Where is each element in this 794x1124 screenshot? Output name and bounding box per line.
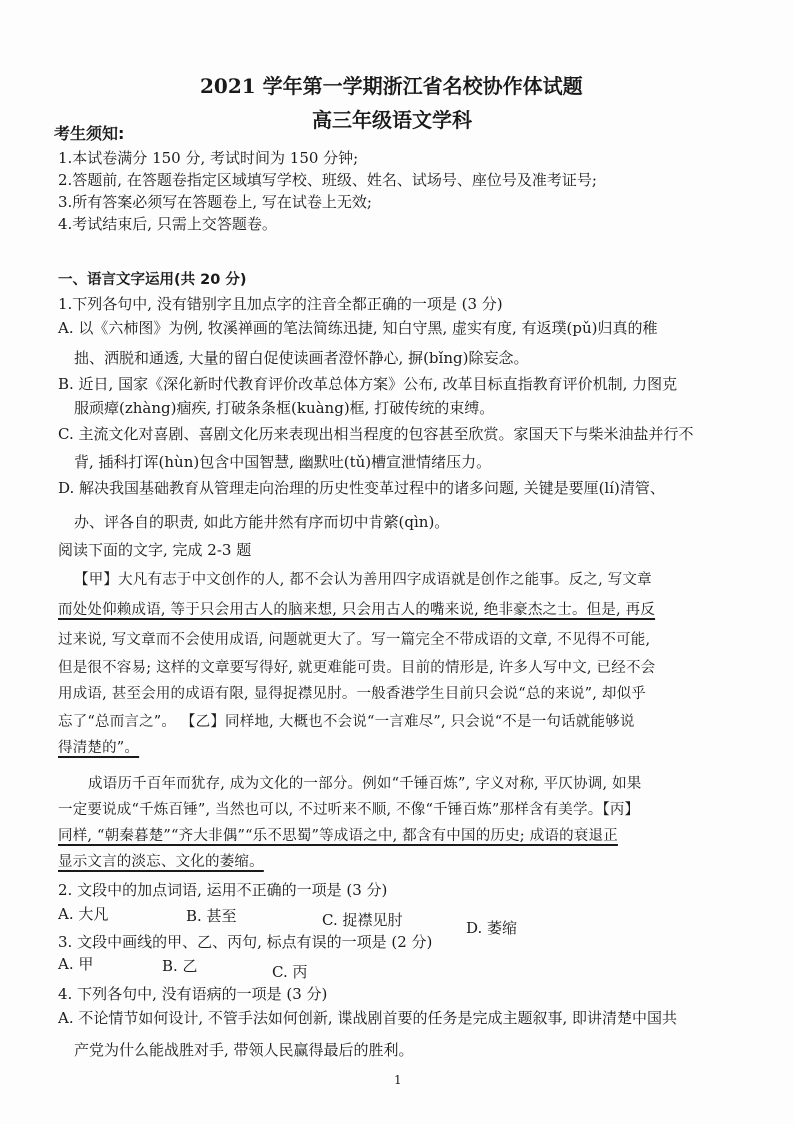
page-number: 1: [394, 1073, 402, 1087]
notice-item: 2.答题前, 在答题卷指定区域填写学校、班级、姓名、试场号、座位号及准考证号;: [58, 171, 597, 189]
question-1-stem: 1.下列各句中, 没有错别字且加点字的注音全都正确的一项是 (3 分): [58, 295, 503, 313]
question-2-stem: 2. 文段中的加点词语, 运用不正确的一项是 (3 分): [58, 881, 388, 899]
q1-option-line: 拙、洒脱和通透, 大量的留白促使读画者澄怀静心, 摒(bǐng)除妄念。: [74, 349, 529, 367]
section-heading: 一、语言文字运用(共 20 分): [58, 272, 247, 288]
passage-paragraph-2: 成语历千百年而犹存, 成为文化的一部分。例如“千锤百炼”, 字义对称, 平仄协调, 如果: [88, 776, 642, 792]
passage-line-bing: 同样, “朝秦暮楚”“齐大非偶”“乐不思蜀”等成语之中, 都含有中国的历史; 成语的衰退正: [58, 828, 618, 844]
passage-line-yi: 忘了“总而言之”。 【乙】同样地, 大概也不会说“一言难尽”, 只会说“不是一句话就能够说: [58, 714, 635, 730]
subject-title: 高三年级语文学科: [312, 108, 472, 132]
q4-option-line: 产党为什么能战胜对手, 带领人民赢得最后的胜利。: [74, 1041, 414, 1059]
q2-option-d: D. 萎缩: [466, 919, 518, 937]
q1-option-line: 背, 插科打诨(hùn)包含中国智慧, 幽默吐(tǔ)槽宣泄情绪压力。: [74, 453, 492, 471]
q1-option-line: D. 解决我国基础教育从管理走向治理的历史性变革过程中的诸多问题, 关键是要厘(lí)清管、: [58, 479, 665, 497]
passage-line-underlined: 得清楚的”。: [58, 740, 140, 756]
q1-option-line: 服顽瘴(zhàng)痼疾, 打破条条框(kuàng)框, 打破传统的束缚。: [74, 399, 495, 417]
passage-line: 用成语, 甚至会用的成语有限, 显得捉襟见肘。一般香港学生目前只会说“总的来说”, 却似乎: [58, 686, 646, 702]
passage-line-underlined: 显示文言的淡忘、文化的萎缩。: [58, 854, 264, 870]
question-4-stem: 4. 下列各句中, 没有语病的一项是 (3 分): [58, 985, 328, 1003]
exam-title: 2021 学年第一学期浙江省名校协作体试题: [200, 74, 583, 98]
reading-instruction: 阅读下面的文字, 完成 2-3 题: [58, 541, 252, 559]
notice-item: 3.所有答案必须写在答题卷上, 写在试卷上无效;: [58, 193, 372, 211]
passage-line: 一定要说成“千炼百锤”, 当然也可以, 不过听来不顺, 不像“千锤百炼”那样含有美学。【丙】: [58, 802, 640, 818]
q2-option-c: C. 捉襟见肘: [322, 911, 403, 929]
q2-option-b: B. 甚至: [186, 907, 237, 925]
q4-option-line: A. 不论情节如何设计, 不管手法如何创新, 谍战剧首要的任务是完成主题叙事, 即讲清楚中国共: [58, 1009, 677, 1027]
passage-line-jia: 【甲】大凡有志于中文创作的人, 都不会认为善用四字成语就是创作之能事。反之, 写文章: [74, 572, 652, 588]
q1-option-line: B. 近日, 国家《深化新时代教育评价改革总体方案》公布, 改革目标直指教育评价机制, 力图克: [58, 375, 678, 393]
question-3-stem: 3. 文段中画线的甲、乙、丙句, 标点有误的一项是 (2 分): [58, 933, 433, 951]
q3-option-c: C. 丙: [272, 963, 308, 981]
notice-item: 4.考试结束后, 只需上交答题卷。: [58, 215, 277, 233]
passage-line-underlined: 而处处仰赖成语, 等于只会用古人的脑来想, 只会用古人的嘴来说, 绝非豪杰之士。但是, 再反: [58, 602, 656, 618]
q2-option-a: A. 大凡: [58, 905, 109, 923]
notice-heading: 考生须知:: [54, 124, 125, 143]
passage-line: 但是很不容易; 这样的文章要写得好, 就更难能可贵。目前的情形是, 许多人写中文, 已经不会: [58, 660, 656, 676]
q3-option-b: B. 乙: [162, 957, 198, 975]
q3-option-a: A. 甲: [58, 955, 94, 973]
q1-option-line: C. 主流文化对喜剧、喜剧文化历来表现出相当程度的包容甚至欣赏。家国天下与柴米油盐并行不: [58, 425, 694, 443]
q1-option-line: 办、评各自的职责, 如此方能井然有序而切中肯綮(qìn)。: [74, 513, 450, 531]
q1-option-line: A. 以《六柿图》为例, 牧溪禅画的笔法简练迅捷, 知白守黑, 虚实有度, 有返璞(pǔ)归真的稚: [58, 319, 658, 337]
notice-item: 1.本试卷满分 150 分, 考试时间为 150 分钟;: [58, 149, 359, 167]
passage-line: 过来说, 写文章而不会使用成语, 问题就更大了。写一篇完全不带成语的文章, 不见得不可能,: [58, 632, 651, 648]
